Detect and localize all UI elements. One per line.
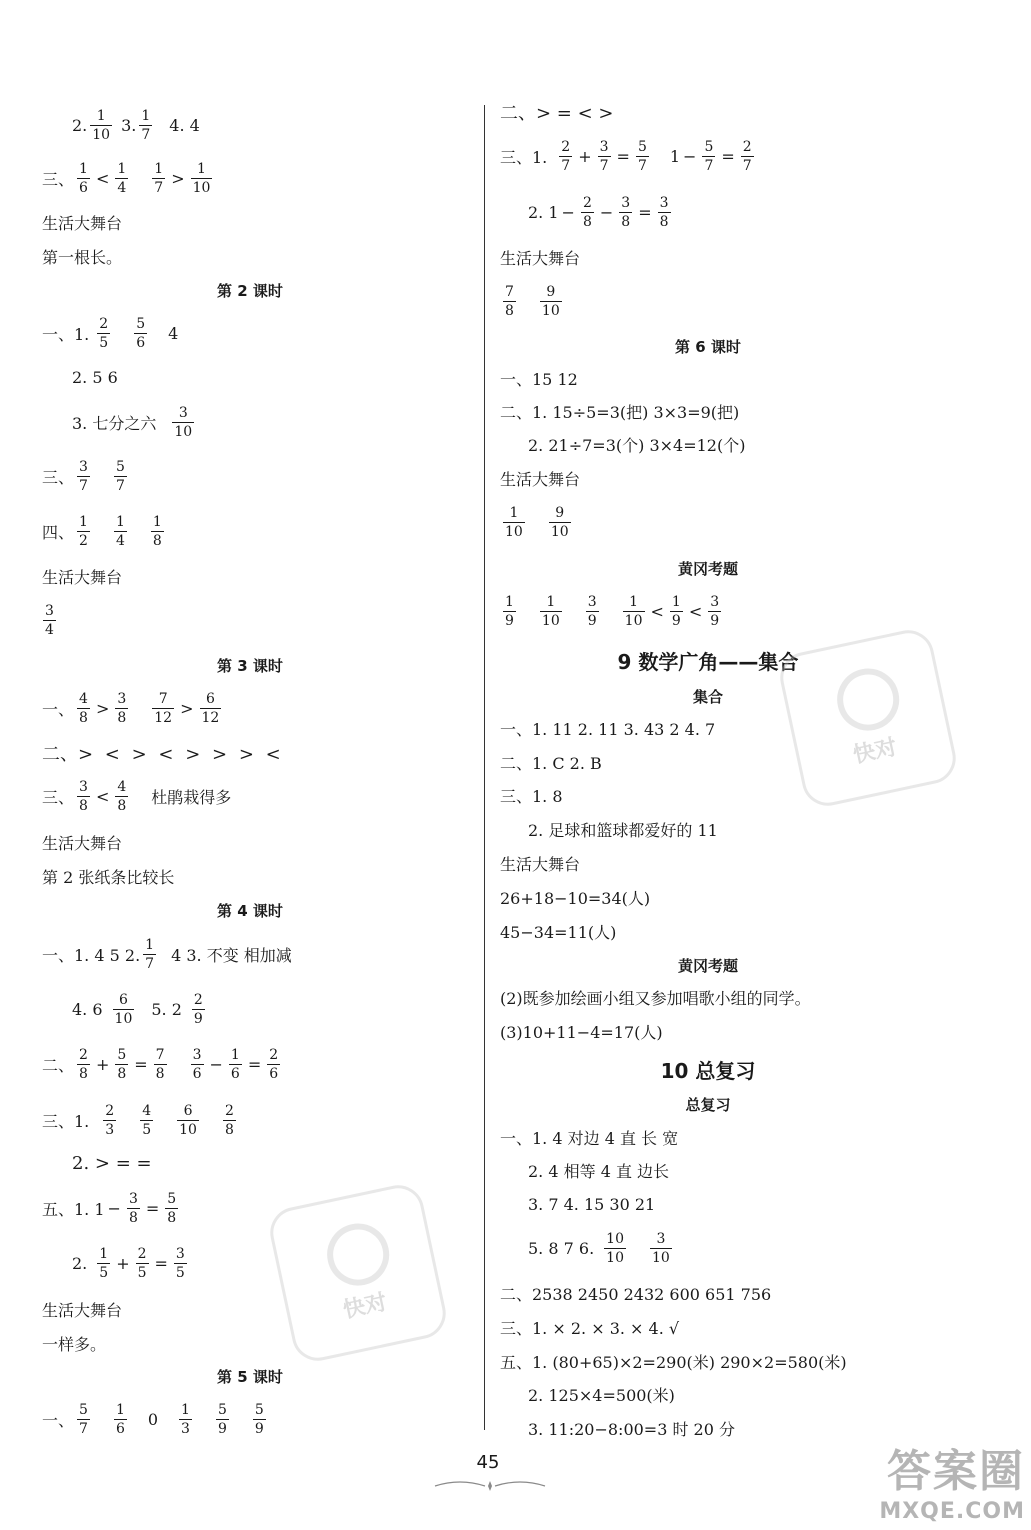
- fraction: $\frac{6}{10}$: [114, 991, 133, 1027]
- answer-line: [42, 776, 231, 816]
- text: 5. 2: [151, 999, 182, 1019]
- fraction: $\frac{2}{7}$: [561, 138, 571, 174]
- lesson-heading: 第 2 课时: [217, 282, 283, 300]
- fraction: $\frac{5}{7}$: [637, 138, 647, 174]
- answer-line: (3)10+11−4=17(人): [500, 1022, 663, 1042]
- operator: =: [247, 1054, 262, 1074]
- fraction: $\frac{4}{8}$: [79, 690, 88, 726]
- section-label: 生活大舞台: [500, 248, 581, 268]
- fraction: $\frac{6}{12}$: [201, 690, 220, 726]
- fraction: $\frac{9}{10}$: [541, 283, 560, 319]
- answer-line: 二、2538 2450 2432 600 651 756: [500, 1284, 772, 1304]
- fraction: $\frac{9}{10}$: [550, 504, 569, 540]
- fraction: $\frac{5}{7}$: [79, 1401, 88, 1437]
- answer-line: [42, 456, 130, 496]
- text: 1: [669, 146, 681, 166]
- text: 杜鹃栽得多: [151, 787, 232, 807]
- text: 三、1.: [42, 1111, 90, 1131]
- answer-line: 五、1. (80+65)×2=290(米) 290×2=580(米): [500, 1352, 847, 1372]
- fraction: $\frac{7}{12}$: [154, 690, 173, 726]
- text: 三、: [42, 169, 75, 189]
- operator: −: [561, 202, 575, 222]
- fraction: $\frac{3}{9}$: [710, 593, 720, 629]
- fraction: $\frac{3}{8}$: [128, 1190, 138, 1226]
- answer-line: [42, 158, 215, 198]
- answer-line: [42, 934, 292, 974]
- text: 5. 8 7 6.: [528, 1238, 595, 1258]
- fraction: $\frac{7}{8}$: [155, 1046, 165, 1082]
- answer-line: [500, 591, 724, 631]
- section-label: 生活大舞台: [42, 833, 123, 853]
- answer-line: 2. > = =: [72, 1152, 152, 1174]
- operator: =: [134, 1054, 148, 1074]
- answer-line: [72, 105, 200, 145]
- answer-line: 三、1. × 2. × 3. × 4. √: [500, 1318, 680, 1338]
- fraction: $\frac{3}{8}$: [117, 690, 127, 726]
- fraction: $\frac{3}{8}$: [79, 778, 88, 814]
- operator: >: [95, 698, 110, 718]
- fraction: $\frac{5}{9}$: [217, 1401, 227, 1437]
- fraction: $\frac{1}{5}$: [99, 1245, 109, 1281]
- fraction: $\frac{2}{5}$: [99, 315, 109, 351]
- answer-line: 二、1. C 2. B: [500, 753, 602, 773]
- operator: −: [683, 146, 697, 166]
- fraction: $\frac{6}{10}$: [179, 1102, 197, 1138]
- fraction: $\frac{1}{10}$: [192, 160, 211, 196]
- answer-line: [42, 688, 224, 728]
- section-label: 生活大舞台: [500, 854, 581, 874]
- text: 0: [147, 1409, 159, 1429]
- fraction: $\frac{3}{8}$: [659, 194, 669, 230]
- text: 4: [168, 323, 179, 343]
- answer-line: 2. 4 相等 4 直 边长: [528, 1161, 670, 1181]
- lesson-heading: 集合: [692, 688, 723, 706]
- answer-line: 45−34=11(人): [500, 922, 617, 942]
- answer-line: 2. 125×4=500(米): [528, 1385, 675, 1405]
- answer-line: [500, 502, 574, 542]
- fraction: $\frac{5}{7}$: [115, 458, 125, 494]
- fraction: $\frac{3}{6}$: [192, 1046, 202, 1082]
- fraction: $\frac{3}{7}$: [79, 458, 88, 494]
- answer-line: [42, 313, 178, 353]
- answer-line: [500, 281, 565, 321]
- operator: +: [95, 1054, 110, 1074]
- section-label: 生活大舞台: [500, 469, 581, 489]
- answer-line: 2. 足球和篮球都爱好的 11: [528, 820, 718, 840]
- answer-line: (2)既参加绘画小组又参加唱歌小组的同学。: [500, 988, 811, 1008]
- text: 2. 1: [528, 202, 559, 222]
- section-label: 生活大舞台: [42, 213, 123, 233]
- text: 2.: [72, 1253, 88, 1273]
- text: 三、: [42, 467, 75, 487]
- text: 一、1. 4 5 2.: [42, 945, 141, 965]
- watermark-icon: [831, 663, 905, 737]
- fraction: $\frac{3}{10}$: [651, 1230, 670, 1266]
- answer-line: [528, 192, 674, 232]
- watermark-logo: [265, 1180, 450, 1365]
- answer-line: 2. 5 6: [72, 367, 118, 387]
- answer-line: 一样多。: [42, 1334, 107, 1354]
- fraction: $\frac{1}{8}$: [152, 513, 162, 549]
- fraction: $\frac{1}{6}$: [79, 160, 88, 196]
- answer-line: 3. 7 4. 15 30 21: [528, 1194, 656, 1214]
- corner-watermark: [879, 1435, 1025, 1524]
- fraction: $\frac{1}{6}$: [230, 1046, 240, 1082]
- answer-line: [528, 1228, 675, 1268]
- operator: +: [116, 1253, 130, 1273]
- operator: =: [616, 146, 630, 166]
- answer-line: 一、1. 11 2. 11 3. 43 2 4. 7: [500, 719, 716, 739]
- fraction: $\frac{3}{10}$: [174, 404, 193, 440]
- fraction: $\frac{1}{4}$: [117, 160, 127, 196]
- fraction: $\frac{2}{8}$: [224, 1102, 234, 1138]
- fraction: $\frac{1}{10}$: [541, 593, 560, 629]
- lesson-heading: 第 6 课时: [675, 338, 741, 356]
- fraction: $\frac{1}{7}$: [154, 160, 164, 196]
- text: 二、: [42, 1055, 75, 1075]
- fraction: $\frac{2}{7}$: [742, 138, 752, 174]
- answer-line: [500, 136, 757, 176]
- text: 四、: [42, 522, 75, 542]
- fraction: $\frac{1}{4}$: [115, 513, 125, 549]
- text: 3.: [121, 115, 137, 135]
- chapter-title: 9 数学广角——集合: [617, 650, 799, 674]
- fraction: $\frac{3}{4}$: [45, 602, 54, 638]
- fraction: $\frac{1}{9}$: [671, 593, 681, 629]
- fraction: $\frac{3}{7}$: [599, 138, 609, 174]
- fraction: $\frac{2}{3}$: [105, 1102, 115, 1138]
- fraction: $\frac{2}{5}$: [137, 1245, 147, 1281]
- operator: =: [145, 1198, 160, 1218]
- fraction: $\frac{3}{5}$: [175, 1245, 185, 1281]
- fraction: $\frac{3}{8}$: [621, 194, 631, 230]
- text: 一、1.: [42, 324, 90, 344]
- page-ornament-icon: [430, 1478, 550, 1494]
- text: 三、: [42, 787, 75, 807]
- text: 4 3. 不变 相加减: [171, 945, 292, 965]
- answer-line: [40, 600, 59, 640]
- fraction: $\frac{5}{7}$: [704, 138, 714, 174]
- text: 4. 4: [169, 115, 200, 135]
- watermark-logo: [775, 625, 960, 810]
- fraction: $\frac{1}{7}$: [141, 107, 151, 143]
- fraction: $\frac{10}{10}$: [606, 1230, 624, 1266]
- answer-line: 一、15 12: [500, 369, 578, 389]
- lesson-heading: 第 3 课时: [217, 657, 283, 675]
- fraction: $\frac{3}{9}$: [587, 593, 597, 629]
- answer-line: [42, 1399, 269, 1439]
- operator: =: [721, 146, 735, 166]
- operator: <: [688, 601, 703, 621]
- answer-line: 2. 21÷7=3(个) 3×4=12(个): [528, 435, 746, 455]
- answer-line: 3. 11:20−8:00=3 时 20 分: [528, 1419, 736, 1439]
- fraction: $\frac{1}{6}$: [115, 1401, 125, 1437]
- answer-line: 二、> = < >: [500, 103, 614, 124]
- fraction: $\frac{5}{9}$: [254, 1401, 264, 1437]
- operator: −: [599, 202, 614, 222]
- answer-line: [42, 1188, 181, 1228]
- fraction: $\frac{2}{8}$: [582, 194, 592, 230]
- corner-watermark-title: 答案圈: [887, 1446, 1025, 1497]
- answer-line: [42, 511, 167, 551]
- operator: −: [209, 1054, 223, 1074]
- operator: >: [171, 168, 185, 188]
- page-number: 45: [476, 1452, 500, 1473]
- fraction: $\frac{1}{10}$: [624, 593, 643, 629]
- operator: −: [107, 1198, 121, 1218]
- text: 一、: [42, 699, 75, 719]
- fraction: $\frac{4}{5}$: [142, 1102, 152, 1138]
- fraction: $\frac{1}{10}$: [92, 107, 111, 143]
- lesson-heading: 总复习: [685, 1096, 731, 1114]
- answer-line: [42, 1100, 239, 1140]
- operator: <: [650, 601, 664, 621]
- column-divider: [484, 105, 485, 1430]
- fraction: $\frac{1}{9}$: [505, 593, 514, 629]
- operator: >: [180, 698, 194, 718]
- operator: <: [95, 168, 110, 188]
- answer-line: [72, 989, 208, 1029]
- fraction: $\frac{5}{8}$: [167, 1190, 177, 1226]
- watermark-text: 快对: [341, 1289, 390, 1324]
- answer-line: 第 2 张纸条比较长: [42, 867, 175, 887]
- fraction: $\frac{4}{8}$: [117, 778, 127, 814]
- text: 三、1.: [500, 147, 548, 167]
- section-label: 生活大舞台: [42, 1300, 123, 1320]
- operator: +: [578, 146, 592, 166]
- answer-line: 二、> < > < > > > <: [42, 744, 281, 765]
- text: 2.: [72, 115, 88, 135]
- fraction: $\frac{1}{7}$: [145, 936, 155, 972]
- watermark-text: 快对: [851, 734, 900, 769]
- fraction: $\frac{1}{3}$: [181, 1401, 190, 1437]
- answer-line: [42, 1044, 283, 1084]
- text: 五、1. 1: [42, 1199, 105, 1219]
- fraction: $\frac{2}{6}$: [269, 1046, 279, 1082]
- operator: =: [638, 202, 652, 222]
- text: 4. 6: [72, 999, 103, 1019]
- exam-heading: 黄冈考题: [677, 560, 738, 578]
- exam-heading: 黄冈考题: [677, 957, 738, 975]
- lesson-heading: 第 4 课时: [217, 902, 283, 920]
- fraction: $\frac{2}{9}$: [193, 991, 203, 1027]
- answer-line: 26+18−10=34(人): [500, 888, 651, 908]
- lesson-heading: 第 5 课时: [217, 1368, 283, 1386]
- watermark-icon: [321, 1218, 395, 1292]
- corner-watermark-url: MXQE.COM: [879, 1499, 1025, 1524]
- fraction: $\frac{7}{8}$: [505, 283, 514, 319]
- chapter-title: 10 总复习: [660, 1059, 756, 1083]
- fraction: $\frac{5}{6}$: [136, 315, 146, 351]
- fraction: $\frac{5}{8}$: [117, 1046, 127, 1082]
- text: 一、: [42, 1410, 75, 1430]
- fraction: $\frac{2}{8}$: [79, 1046, 88, 1082]
- operator: <: [95, 786, 110, 806]
- answer-line: 三、1. 8: [500, 786, 563, 806]
- section-label: 生活大舞台: [42, 567, 123, 587]
- fraction: $\frac{1}{2}$: [79, 513, 88, 549]
- operator: =: [154, 1253, 168, 1273]
- answer-line: [72, 1243, 190, 1283]
- answer-line: 一、1. 4 对边 4 直 长 宽: [500, 1128, 679, 1148]
- answer-line: [72, 402, 197, 442]
- answer-line: 第一根长。: [42, 247, 123, 267]
- text: 3. 七分之六: [72, 413, 157, 433]
- answer-line: 二、1. 15÷5=3(把) 3×3=9(把): [500, 402, 740, 422]
- fraction: $\frac{1}{10}$: [505, 504, 523, 540]
